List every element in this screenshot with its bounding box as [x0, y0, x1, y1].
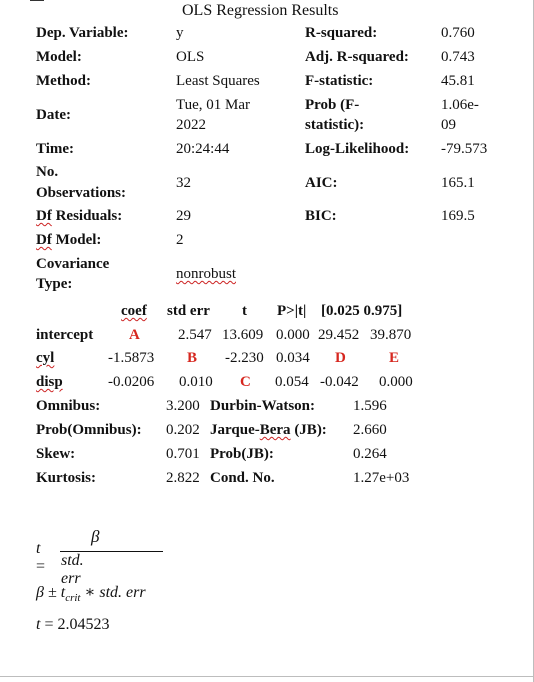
prob-jb-label: Prob(JB):	[210, 446, 274, 462]
row-cyl-p: 0.034	[276, 350, 310, 366]
n-obs-label-line1: No.	[36, 164, 59, 180]
f-statistic-label: F-statistic:	[305, 73, 374, 89]
header-ci: [0.025 0.975]	[321, 303, 403, 319]
row-disp-t: C	[240, 374, 251, 390]
kurtosis-label: Kurtosis:	[36, 470, 96, 486]
row-disp-hi: 0.000	[379, 374, 413, 390]
cond-no-label: Cond. No.	[210, 470, 275, 486]
bic-value: 169.5	[441, 208, 475, 224]
t-value-rest: = 2.04523	[40, 616, 110, 633]
df-model-label-word: Df	[36, 232, 52, 248]
durbin-watson-label: Durbin-Watson:	[210, 398, 316, 414]
df-resid-label	[36, 208, 122, 225]
row-disp-name: disp	[36, 374, 63, 390]
method-label: Method:	[36, 73, 91, 89]
prob-f-label-line2: statistic):	[305, 117, 365, 133]
row-cyl-lo: D	[335, 350, 346, 366]
row-disp-lo: -0.042	[320, 374, 359, 390]
t-formula-numerator: β	[91, 527, 100, 546]
f-statistic-value: 45.81	[441, 73, 475, 89]
date-label: Date:	[36, 107, 71, 123]
bic-label: BIC:	[305, 208, 337, 224]
row-intercept-t: 13.609	[222, 327, 264, 343]
t-symbol: t	[36, 540, 41, 557]
jarque-bera-label-b: Bera	[259, 422, 291, 438]
t-formula-lhs	[36, 540, 45, 576]
ci-beta: β ±	[36, 584, 61, 601]
aic-label: AIC:	[305, 175, 338, 191]
jarque-bera-label-c: (JB):	[290, 422, 327, 438]
r-squared-value: 0.760	[441, 25, 475, 41]
kurtosis-value: 2.822	[166, 470, 200, 486]
n-obs-value: 32	[176, 175, 191, 191]
row-intercept-coef: A	[129, 327, 140, 343]
ci-sub: crit	[65, 592, 81, 605]
prob-jb-value: 0.264	[353, 446, 387, 462]
cond-no-value: 1.27e+03	[353, 470, 410, 486]
corner-mark	[30, 0, 44, 1]
jarque-bera-label-a: Jarque-	[210, 422, 260, 438]
time-value: 20:24:44	[176, 141, 230, 157]
jarque-bera-label	[210, 422, 327, 439]
model-value: OLS	[176, 49, 205, 65]
covariance-label-line2: Type:	[36, 276, 73, 292]
skew-value: 0.701	[166, 446, 200, 462]
header-t: t	[242, 303, 247, 319]
prob-f-value-line1: 1.06e-	[441, 97, 479, 113]
row-intercept-hi: 39.870	[370, 327, 412, 343]
df-model-label-rest: Model:	[51, 232, 102, 248]
row-cyl-std-err: B	[187, 350, 198, 366]
header-coef: coef	[121, 303, 147, 319]
t-formula-denominator: std. err	[61, 552, 84, 587]
header-std-err: std err	[167, 303, 210, 319]
durbin-watson-value: 1.596	[353, 398, 387, 414]
df-resid-label-word: Df	[36, 208, 52, 224]
page-bottom-edge	[0, 676, 534, 677]
dep-variable-value: y	[176, 25, 184, 41]
df-model-label	[36, 232, 101, 249]
row-disp-p: 0.054	[275, 374, 309, 390]
adj-r-squared-label: Adj. R-squared:	[305, 49, 409, 65]
covariance-value: nonrobust	[176, 266, 236, 282]
skew-label: Skew:	[36, 446, 76, 462]
dep-variable-label: Dep. Variable:	[36, 25, 129, 41]
omnibus-value: 3.200	[166, 398, 200, 414]
prob-f-value-line2: 09	[441, 117, 456, 133]
prob-omnibus-value: 0.202	[166, 422, 200, 438]
r-squared-label: R-squared:	[305, 25, 378, 41]
covariance-label-line1: Covariance	[36, 256, 110, 272]
log-likelihood-label: Log-Likelihood:	[305, 141, 410, 157]
t-value-lhs: t	[36, 616, 41, 633]
jarque-bera-value: 2.660	[353, 422, 387, 438]
row-cyl-coef: -1.5873	[108, 350, 155, 366]
log-likelihood-value: -79.573	[441, 141, 488, 157]
ci-rest: ∗ std. err	[80, 584, 146, 601]
t-critical-value	[36, 616, 109, 634]
row-disp-coef: -0.0206	[108, 374, 155, 390]
row-cyl-hi: E	[389, 350, 400, 366]
row-intercept-lo: 29.452	[318, 327, 360, 343]
prob-omnibus-label: Prob(Omnibus):	[36, 422, 142, 438]
row-intercept-p: 0.000	[276, 327, 310, 343]
n-obs-label-line2: Observations:	[36, 185, 126, 201]
row-intercept-std-err: 2.547	[178, 327, 212, 343]
time-label: Time:	[36, 141, 75, 157]
df-model-value: 2	[176, 232, 184, 248]
confidence-interval-formula	[36, 582, 146, 604]
header-p: P>|t|	[277, 303, 307, 319]
model-label: Model:	[36, 49, 82, 65]
prob-f-label-line1: Prob (F-	[305, 97, 360, 113]
date-value-line1: Tue, 01 Mar	[176, 97, 251, 113]
results-title: OLS Regression Results	[182, 2, 339, 19]
row-cyl-t: -2.230	[225, 350, 264, 366]
date-value-line2: 2022	[176, 117, 206, 133]
ci-t: t	[60, 584, 66, 601]
df-resid-value: 29	[176, 208, 191, 224]
equals-sign: =	[36, 558, 46, 575]
df-resid-label-rest: Residuals:	[51, 208, 123, 224]
omnibus-label: Omnibus:	[36, 398, 101, 414]
row-intercept-name: intercept	[36, 327, 94, 343]
row-disp-std-err: 0.010	[179, 374, 213, 390]
row-cyl-name: cyl	[36, 350, 55, 366]
adj-r-squared-value: 0.743	[441, 49, 475, 65]
aic-value: 165.1	[441, 175, 475, 191]
method-value: Least Squares	[176, 73, 260, 89]
